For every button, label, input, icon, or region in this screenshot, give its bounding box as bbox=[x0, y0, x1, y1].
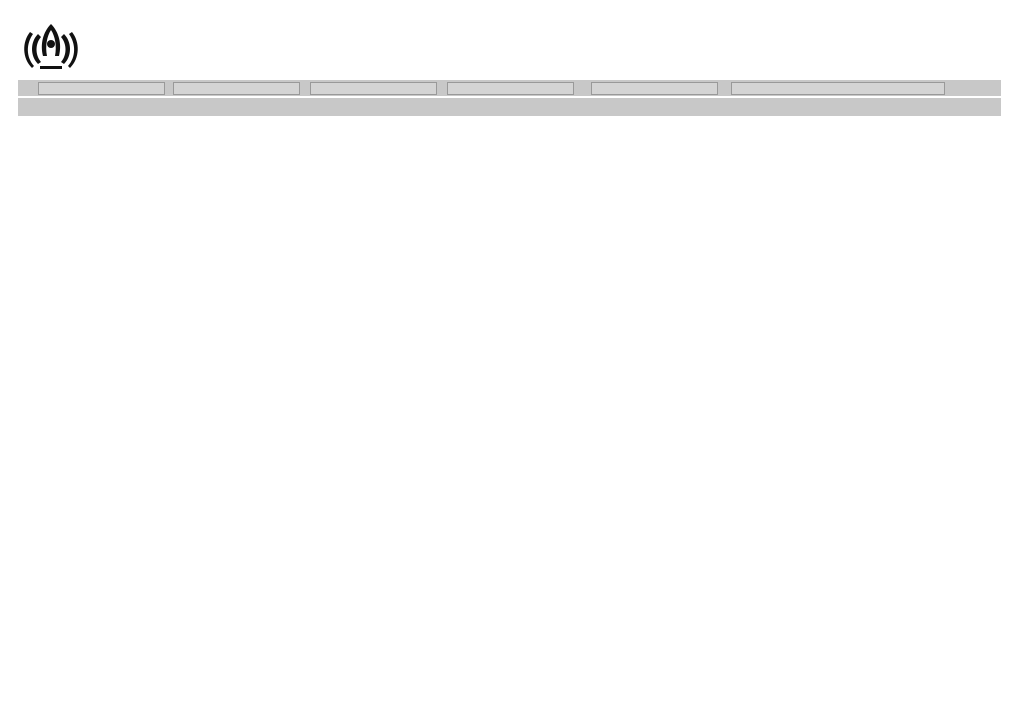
age-group-grand-total bbox=[731, 82, 945, 95]
unhcr-logo bbox=[20, 22, 242, 74]
unhcr-emblem-icon bbox=[20, 22, 82, 76]
column-header bbox=[18, 98, 1001, 116]
age-group-12-17 bbox=[310, 82, 437, 95]
age-group-0-4 bbox=[38, 82, 165, 95]
age-group-5-11 bbox=[173, 82, 300, 95]
age-group-18-59 bbox=[447, 82, 574, 95]
age-group-60-plus bbox=[591, 82, 718, 95]
age-group-header bbox=[18, 80, 1001, 96]
